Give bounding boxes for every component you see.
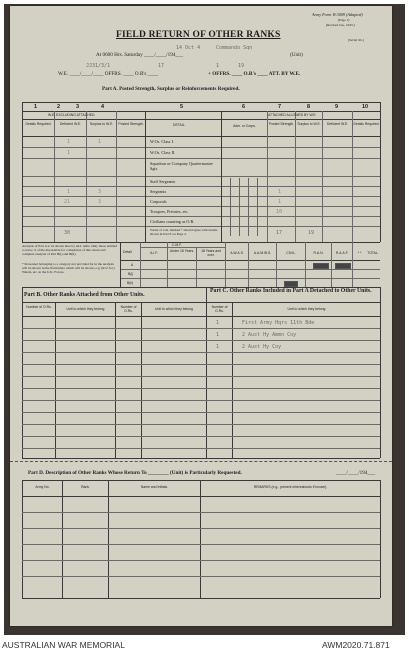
hdr-posted: Posted Strength. <box>118 122 144 126</box>
header-line-date: At 0600 Hrs. Saturday ____/____/194___ <box>96 52 184 58</box>
handwritten-num3: 19 <box>238 63 245 69</box>
row-qm-sgts: Squadron or Company Quartermaster Sgts. <box>150 161 213 171</box>
hdr-surplus: Surplus to W.E. <box>89 122 114 126</box>
analysis-row-a: A <box>131 263 134 267</box>
group-we-excluding: W.E. EXCLUDING ATTACHED. <box>48 113 96 117</box>
form-title: FIELD RETURN OF OTHER RANKS <box>116 30 281 40</box>
hw-right-4: 17 <box>276 230 283 236</box>
analysis-col-under18: Under 18 Years. <box>169 249 195 253</box>
row-troopers: Troopers, Privates, etc. <box>150 209 189 214</box>
col-num-8: 8 <box>307 104 311 110</box>
handwritten-num1: 17 <box>158 63 165 69</box>
analysis-row-bii: B(ii) <box>127 281 134 285</box>
analysis-cmf: C.M.F. <box>172 243 182 247</box>
hw-left-6: 21 <box>64 199 71 205</box>
part-c-entry-1-num: 1 <box>216 320 220 326</box>
part-c-col-unit: Unit to which they belong <box>287 307 326 311</box>
hw-right-2: 1 <box>278 199 282 205</box>
handwritten-we: JJ31/3/1 <box>86 63 111 69</box>
row-wo-class-2: W.Os. Class II. <box>150 150 176 155</box>
part-c-label: Part C. Other Ranks Included in Part A Detached to Other Units. <box>210 288 372 294</box>
analysis-row-bi: B(i) <box>128 272 134 276</box>
group-attached-allowed: ATTACHED ALLOWED BY W.E. <box>268 113 317 117</box>
hdr-deficient-r: Deficient W.E. <box>326 122 349 126</box>
hw-right-5: 19 <box>308 230 315 236</box>
part-a-label: Part A. Posted Strength, Surplus or Reinforcements Required. <box>102 86 240 92</box>
col-num-3: 3 <box>76 104 80 110</box>
col-num-9: 9 <box>335 104 339 110</box>
footer-institution: AUSTRALIAN WAR MEMORIAL <box>2 640 125 650</box>
col-num-6: 6 <box>242 104 246 110</box>
detail-header: DETAIL. <box>173 123 186 127</box>
hw-left-5: 3 <box>98 189 102 195</box>
part-b-col-unit-2: Unit to which they belong <box>155 307 193 311</box>
part-c-entry-2-text: 2 Aust Hy Ammn Coy <box>242 332 297 338</box>
analysis-col-awas: A.W.A.S. <box>230 251 244 255</box>
part-c-entry-2-num: 1 <box>216 332 220 338</box>
hw-left-3: 1 <box>67 150 71 156</box>
part-c-entry-1-text: First Army Hqrs 11th Bde <box>242 320 315 326</box>
hdr-surplus-r: Surplus to W.E. <box>297 122 321 126</box>
perforation-line <box>10 461 392 462</box>
part-b-label: Part B. Other Ranks Attached from Other Units. <box>24 292 145 298</box>
row-wo-class-1: W.Os. Class I. <box>150 139 174 144</box>
hw-right-3: 10 <box>276 209 283 215</box>
row-sergeants: Sergeants <box>150 189 167 194</box>
form-sheet <box>10 6 392 626</box>
hdr-deficient: Deficient W.E. <box>59 122 82 126</box>
part-b-col-unit-1: Unit to which they belong <box>66 307 105 311</box>
analysis-col-civil: CIVIL. <box>286 251 296 255</box>
form-ref-line3: (Revised Jan., 1943.) <box>326 23 355 27</box>
col-num-1: 1 <box>34 104 38 110</box>
part-b-col-num-2: Number of O.Rs. <box>120 305 137 313</box>
part-b-col-num-1: Number of O.Rs. <box>26 305 52 309</box>
analysis-col-ran: R.A.N. <box>313 251 324 255</box>
handwritten-unit: Commando Sqn <box>216 45 253 51</box>
row-staff-sergeants: Staff Sergeants <box>150 179 176 184</box>
hw-left-7: 3 <box>98 199 102 205</box>
part-d-col-rank: Rank. <box>81 485 90 489</box>
handwritten-date: 14 Oct 4 <box>176 45 201 51</box>
hw-left-1: 1 <box>67 139 71 145</box>
col-num-4: 4 <box>101 104 105 110</box>
analysis-note-2: * Personnel belonging to a category not provided for in the analysis will be shown in the Particulars which will be shown, e.g. (R.U.S.I.) Wands, etc. in the U.K. Forces. <box>22 262 115 274</box>
analysis-col-18over: 18 Years and over. <box>201 249 221 257</box>
analysis-detail: Detail <box>123 250 132 254</box>
analysis-col-starstar: * * <box>357 251 362 255</box>
part-d-date: ____/____/194___ <box>336 470 376 476</box>
part-c-entry-3-text: 2 Aust Hy Coy <box>242 344 282 350</box>
part-d-label: Part D. Description of Other Ranks Whose Return To ________ (Unit) is Particularly Requested. <box>28 470 242 476</box>
hw-left-4: 1 <box>67 189 71 195</box>
part-d-col-name: Name and Initials. <box>140 485 169 489</box>
header-line-we: W.E. ____/____/____ OFFRS. ____ O.R's ____ <box>58 71 159 77</box>
col-num-2: 2 <box>57 104 61 110</box>
form-ref-line1: Army Form W.3009 (Adapted) <box>312 12 363 17</box>
hdr-details-r: Details Required. <box>353 122 380 126</box>
footer-accession-number: AWM2020.71.871 <box>322 640 390 650</box>
ink-mark-raaf <box>335 263 351 269</box>
header-unit-label: (Unit) <box>290 52 303 58</box>
form-ref-line2: (Page 1) <box>338 18 350 22</box>
analysis-col-aif: A.I.F. <box>150 251 158 255</box>
hdr-details-required: Details Required. <box>25 122 52 126</box>
col-num-5: 5 <box>180 104 184 110</box>
col-num-10: 10 <box>362 104 369 110</box>
part-c-entry-3-num: 1 <box>216 344 220 350</box>
part-c-col-num: Number of O.Rs. <box>211 305 228 313</box>
row-civilians: Civilians counting as O.R. <box>150 219 195 224</box>
header-line-att: + OFFRS. ____ O.R's ____ ATT. BY W.E. <box>208 71 301 77</box>
analysis-col-total: TOTAL. <box>367 251 379 255</box>
ink-mark-ran <box>313 263 329 269</box>
handwritten-num2: 1 <box>216 63 220 69</box>
analysis-col-aamws: A.A.M.W.S. <box>253 251 272 255</box>
analysis-col-raaf: R.A.A.F. <box>335 251 349 255</box>
hw-left-total: 30 <box>64 230 71 236</box>
analysis-note: Analysis of Part A to be shown here by ALL units. Only those entitled to leave. 9 of the discernible for completion of this return and complete analysis of Part B(i) and B(ii). <box>22 244 117 256</box>
hw-right-1: 1 <box>278 189 282 195</box>
hdr-posted-r: Posted Strength. <box>268 122 295 126</box>
hw-left-2: 1 <box>98 139 102 145</box>
ink-mark-civil <box>284 281 298 287</box>
form-ref-serial: (Serial No.) <box>348 38 365 42</box>
hdr-adm-corps: Adm. or Corps. <box>233 124 256 128</box>
row-corporals: Corporals <box>150 199 167 204</box>
part-d-col-army-no: Army No. <box>35 485 50 489</box>
part-d-col-remarks: REMARKS (e.g., present whereabouts if known). <box>253 485 328 489</box>
row-totals: Totals of cols. marked * should agree with details shown in Part E on Page 2. <box>150 228 218 236</box>
col-num-7: 7 <box>278 104 282 110</box>
